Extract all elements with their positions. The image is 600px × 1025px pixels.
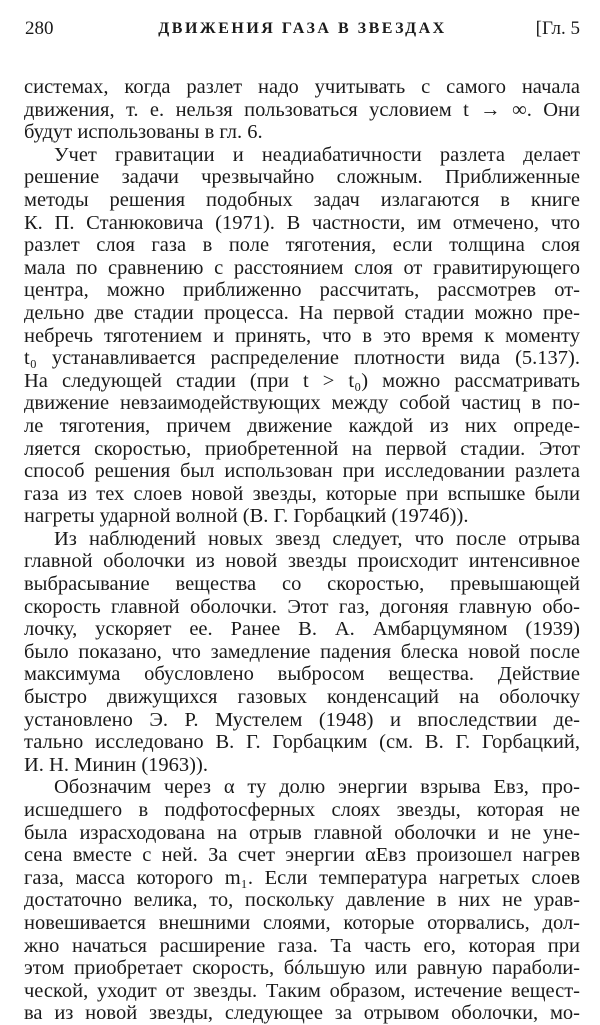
- page-header: [25, 18, 580, 42]
- text-line: скорость главной оболочки. Этот газ, догоняя главную обо-: [24, 595, 580, 618]
- chapter-label: [Гл. 5: [535, 18, 580, 39]
- text-line: ле тяготения, причем движение каждой из них опреде-: [24, 414, 580, 437]
- text-line: t₀ устанавливается распределение плотности вида (5.137).: [24, 347, 580, 370]
- text-line: сена вместе с ней. За счет энергии αEвз произошел нагрев: [24, 844, 580, 867]
- text-line: исшедшего в подфотосферных слоях звезды, которая не: [24, 799, 580, 821]
- text-line: разлет слоя газа в поле тяготения, если толщина слоя: [24, 234, 580, 257]
- text-line: На следующей стадии (при t > t₀) можно рассматривать: [24, 369, 580, 392]
- text-line: движение невзаимодействующих между собой частиц в по-: [24, 392, 580, 415]
- paragraph: [24, 144, 580, 528]
- text-line: центра, можно приближенно рассчитать, рассмотрев от-: [24, 279, 580, 302]
- text-line: Из наблюдений новых звезд следует, что после отрыва: [54, 527, 580, 550]
- paragraph: [24, 76, 580, 144]
- text-line: ва из новой звезды, следующее за отрывом оболочки, мо-: [24, 1002, 580, 1025]
- page-number: 280: [25, 18, 54, 39]
- text-line: достаточно велика, то, поскольку давление в них не урав-: [24, 889, 580, 912]
- text-line: мала по сравнению с расстоянием слоя от гравитирующего: [24, 256, 580, 279]
- text-line: максимума обусловлено выбросом вещества. Действие: [24, 663, 580, 686]
- text-line: установлено Э. Р. Мустелем (1948) и впоследствии де-: [24, 708, 580, 731]
- text-line: ческой, уходит от звезды. Таким образом, истечение вещест-: [24, 979, 580, 1002]
- page-body: [24, 76, 580, 1025]
- text-line: методы решения подобных задач излагаются в книге: [24, 188, 580, 211]
- text-line: способ решения был использован при исследовании разлета: [24, 460, 580, 483]
- text-line: быстро движущихся газовых конденсаций на оболочку: [24, 686, 580, 709]
- text-line: решение задачи чрезвычайно сложным. Приближенные: [24, 166, 580, 189]
- paragraph: [24, 528, 580, 777]
- text-line: была израсходована на отрыв главной оболочки и не уне-: [24, 821, 580, 844]
- text-line: выбрасывание вещества со скоростью, превышающей: [24, 573, 580, 596]
- text-line: было показано, что замедление падения блеска новой после: [24, 640, 580, 663]
- text-line: И. Н. Минин (1963)).: [24, 753, 208, 776]
- text-line: ляется скоростью, приобретенной на первой стадии. Этот: [24, 437, 580, 460]
- text-line: движения, т. е. нельзя пользоваться условием t → ∞. Они: [24, 98, 580, 121]
- text-line: дельно две стадии процесса. На первой стадии можно пре-: [24, 301, 580, 324]
- text-line: системах, когда разлет надо учитывать с самого начала: [24, 76, 580, 98]
- text-line: небречь тяготением и принять, что в это время к моменту: [24, 324, 580, 347]
- text-line: этом приобретает скорость, бóльшую или равную параболи-: [24, 957, 580, 980]
- text-line: нагреты ударной волной (В. Г. Горбацкий (1974б)).: [24, 505, 469, 528]
- text-line: главной оболочки из новой звезды происходит интенсивное: [24, 550, 580, 573]
- text-line: лочку, ускоряет ее. Ранее В. А. Амбарцумяном (1939): [24, 618, 580, 641]
- text-line: жно начаться расширение газа. Та часть его, которая при: [24, 934, 580, 957]
- text-line: будут использованы в гл. 6.: [24, 121, 263, 144]
- text-line: Учет гравитации и неадиабатичности разлета делает: [54, 143, 580, 166]
- running-title: ДВИЖЕНИЯ ГАЗА В ЗВЕЗДАХ: [158, 20, 447, 37]
- text-line: К. П. Станюковича (1971). В частности, им отмечено, что: [24, 211, 580, 234]
- paragraph: [24, 776, 580, 1025]
- text-line: газа, масса которого m₁. Если температура нагретых слоев: [24, 866, 580, 889]
- text-line: новешивается внешними слоями, которые оторвались, дол-: [24, 911, 580, 934]
- text-line: Обозначим через α ту долю энергии взрыва Eвз, про-: [54, 776, 580, 799]
- text-line: тально исследовано В. Г. Горбацким (см. В. Г. Горбацкий,: [24, 731, 580, 754]
- text-line: газа из тех слоев новой звезды, которые при вспышке были: [24, 482, 580, 505]
